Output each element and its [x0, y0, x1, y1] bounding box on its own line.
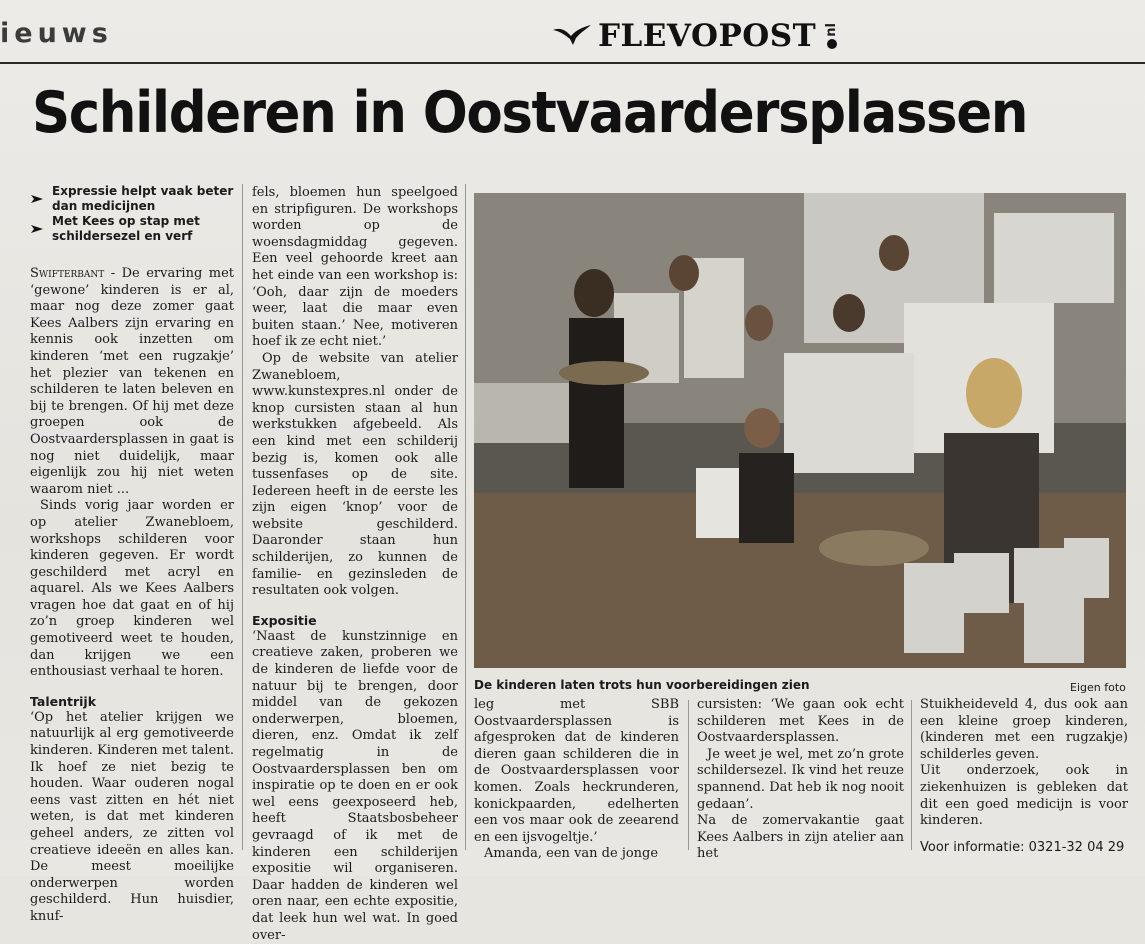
paragraph: [30, 266, 234, 498]
column-divider: [242, 184, 243, 850]
photo-credit: Eigen foto: [1070, 681, 1126, 694]
article-column-5: [920, 697, 1128, 856]
paragraph: leg met SBB Oostvaardersplassen is afgesproken dat de kinderen dieren gaan schilderen die in de Oostvaardersplassen voor komen. Zoals heckrunderen, konickpaarden, edelherten een vos maar ook de zeearend en een ijsvogeltje.’: [474, 697, 679, 845]
paragraph: ‘Op het atelier krijgen we natuurlijk al erg gemotiveerde kinderen. Kinderen met talent. Ik hoef ze niet bezig te houden. Waar ouderen nogal eens vast zitten en hét niet weten, is dat met kinderen geheel anders, ze zitten vol creatieve ideeën en alles kan. De meest moeilijke onderwerpen worden geschilderd. Hun huisdier, knuf-: [30, 709, 234, 924]
article-column-3: [474, 697, 679, 863]
paragraph: Uit onderzoek, ook in ziekenhuizen is gebleken dat dit een goed medicijn is voor kinderen.: [920, 763, 1128, 829]
section-tag: ieuws: [0, 18, 113, 49]
bullet-list: [30, 184, 240, 244]
photo-illustration: [474, 193, 1126, 668]
paragraph: cursisten: ‘We gaan ook echt schilderen met Kees in de Oostvaardersplassen.: [697, 697, 904, 746]
article-photo: [474, 193, 1126, 668]
dateline: Swifterbant: [30, 266, 105, 281]
paragraph: ‘Naast de kunstzinnige en creatieve zaken, proberen we de kinderen de liefde voor de natuur bij te brengen, door middel van de gekozen onderwerpen, bloemen, dieren, enz. Omdat ik zelf regelmatig in de Oostvaardersplassen ben om inspiratie op te doen en er ook wel eens geexposeerd heb, heeft Staatsbosbeheer gevraagd of ik met de kinderen een schilderijen expositie wil organiseren. Daar hadden de kinderen wel oren naar, een echte expositie, dat leek hun wel wat. In goed over-: [252, 628, 458, 943]
bullet-item: [30, 184, 240, 214]
info-label: Voor informatie:: [920, 839, 1029, 855]
arrow-bullet-icon: [30, 184, 44, 214]
article-column-2: [252, 185, 458, 944]
headline: Schilderen in Oostvaardersplassen: [32, 80, 1028, 146]
paragraph: Na de zomervakantie gaat Kees Aalbers in zijn atelier aan het: [697, 813, 904, 862]
article-column-4: [697, 697, 904, 863]
bird-logo-icon: [552, 21, 592, 51]
subhead: Talentrijk: [30, 693, 97, 709]
paragraph-text: - De ervaring met ‘gewone’ kinderen is er al, maar nog deze zomer gaat Kees Aalbers zijn ervaring en kennis ook inzetten om kinderen ‘met een rugzakje’ het plezier van tekenen en schilderen te laten beleven en bij te brengen. Of hij met deze groepen ook de Oostvaardersplassen in gaat is nog niet duidelijk, maar eigenlijk zou hij niet weten waarom niet ...: [30, 266, 234, 497]
column-divider: [911, 700, 912, 850]
paragraph: fels, bloemen hun speelgoed en stripfiguren. De workshops worden op de woensdagmiddag gegeven. Een veel gehoorde kreet aan het einde van een workshop is: ‘Ooh, daar zijn de moeders weer, laat die maar even buiten staan.’ Nee, motiveren hoef ik ze echt niet.’: [252, 185, 458, 350]
top-rule: [0, 62, 1145, 64]
info-phone: 0321-32 04 29: [1028, 839, 1125, 855]
paragraph: Op de website van atelier Zwanebloem, www.kunstexpres.nl onder de knop cursisten staan al hun werkstukken afgebeeld. Als een kind met een schilderij bezig is, komen ook alle tussenfases op de site. Iedereen heeft in de eerste les zijn eigen ‘knop’ voor de website geschilderd. Daaronder staan hun schilderijen, zo kunnen de familie- en gezinsleden de resultaten ook volgen.: [252, 350, 458, 599]
paragraph: Sinds vorig jaar worden er op atelier Zwanebloem, workshops schilderen voor kinderen gegeven. Er wordt geschilderd met acryl en aquarel. Als we Kees Aalbers vragen hoe dat gaat en of hij zo’n groep kinderen wel gemotiveerd weet te houden, dan krijgen we een enthousiast verhaal te horen.: [30, 498, 234, 680]
paragraph: Amanda, een van de jonge: [484, 846, 659, 862]
masthead: [552, 18, 838, 54]
bullet-text: Met Kees op stap met schildersezel en verf: [52, 214, 200, 243]
paragraph: Je weet je wel, met zo’n grote schildersezel. Ik vind het reuze spannend. Dat heb ik nog nooit gedaan’.: [697, 746, 904, 812]
contact-info: [920, 840, 1128, 857]
column-divider: [465, 184, 466, 850]
masthead-dot-icon: [827, 39, 837, 49]
arrow-bullet-icon: [30, 214, 44, 244]
masthead-tld-text: nl: [824, 22, 840, 37]
bullet-text: Expressie helpt vaak beter dan medicijnen: [52, 184, 234, 213]
article-column-1: [30, 266, 234, 926]
masthead-tld: [826, 23, 838, 50]
subhead: Expositie: [252, 612, 317, 628]
photo-caption: De kinderen laten trots hun voorbereidingen zien: [474, 678, 810, 692]
column-divider: [688, 700, 689, 850]
masthead-wordmark: FLEVOPOST: [598, 18, 817, 54]
bullet-item: [30, 214, 240, 244]
paragraph: Stuikheideveld 4, dus ook aan een kleine groep kinderen, (kinderen met een rugzakje) schilderles geven.: [920, 697, 1128, 762]
